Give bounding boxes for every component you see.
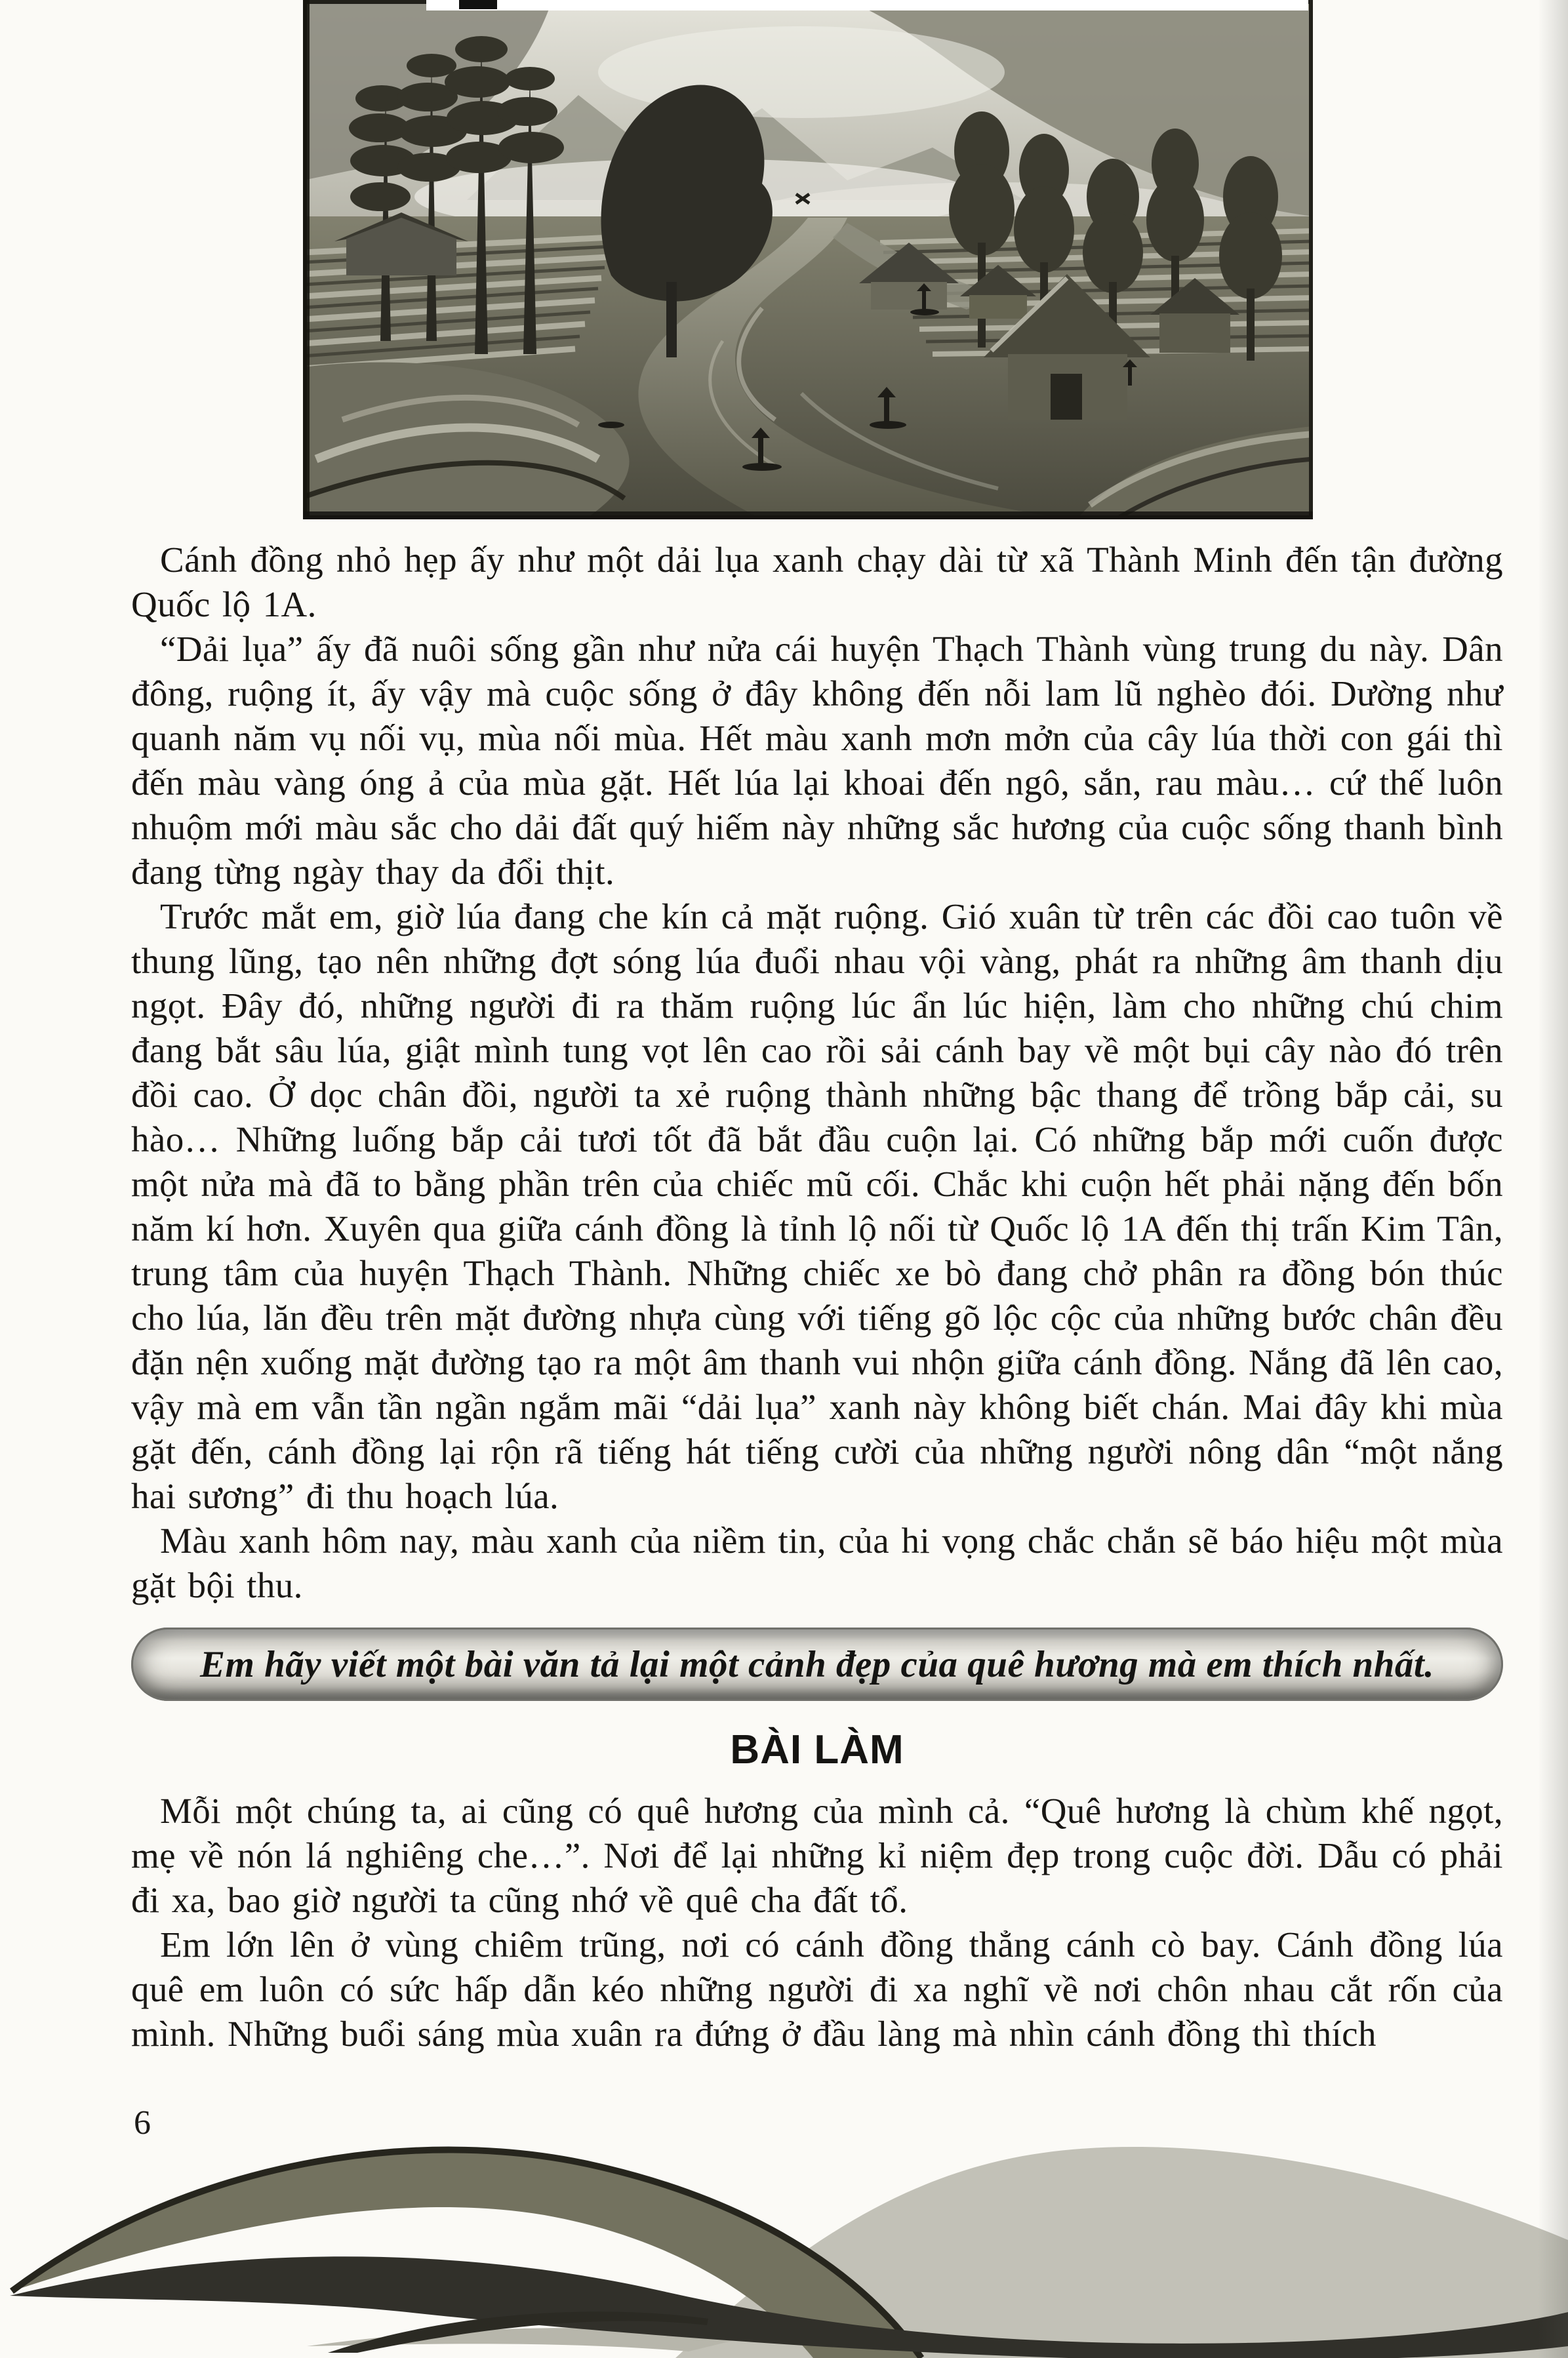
- essay-paragraph: “Dải lụa” ấy đã nuôi sống gần như nửa cái huyện Thạch Thành vùng trung du này. Dân đông, ruộng ít, ấy vậy mà cuộc sống ở đây không đến nỗi lam lũ nghèo đói. Dường như quanh năm vụ nối vụ, mùa nối mùa. Hết màu xanh mơn mởn của cây lúa thời con gái thì đến màu vàng óng ả của mùa gặt. Hết lúa lại khoai đến ngô, sắn, rau màu… cứ thế luôn nhuộm mới màu sắc cho dải đất quý hiếm này những sắc hương của cuộc sống thanh bình đang từng ngày thay da đổi thịt.: [131, 629, 1503, 892]
- section-heading-bai-lam: BÀI LÀM: [730, 1727, 904, 1772]
- essay-prompt-text: Em hãy viết một bài văn tả lại một cảnh đẹp của quê hương mà em thích nhất.: [199, 1643, 1435, 1685]
- rice-field-photo: [303, 0, 1313, 519]
- rice-field-photo-svg: [303, 0, 1313, 519]
- essay-two-block: [131, 1789, 1503, 2056]
- essay-paragraph: Cánh đồng nhỏ hẹp ấy như một dải lụa xanh chạy dài từ xã Thành Minh đến tận đường Quốc lộ 1A.: [131, 540, 1503, 624]
- footer-swoosh-decoration: [0, 2050, 1568, 2358]
- page-number: 6: [134, 2104, 151, 2142]
- scan-edge-shadow: [1538, 0, 1568, 2358]
- essay-paragraph: Trước mắt em, giờ lúa đang che kín cả mặt ruộng. Gió xuân từ trên các đồi cao tuôn về thung lũng, tạo nên những đợt sóng lúa đuổi nhau vội vàng, phát ra những âm thanh dịu ngọt. Đây đó, những người đi ra thăm ruộng lúc ẩn lúc hiện, làm cho những chú chim đang bắt sâu lúa, giật mình tung vọt lên cao rồi sải cánh bay về một bụi cây nào đó trên đồi cao. Ở dọc chân đồi, người ta xẻ ruộng thành những bậc thang để trồng bắp cải, su hào… Những luống bắp cải tươi tốt đã bắt đầu cuộn lại. Có những bắp mới cuốn được một nửa mà đã to bằng phần trên của chiếc mũ cối. Chắc khi cuộn hết phải nặng đến bốn năm kí hơn. Xuyên qua giữa cánh đồng là tỉnh lộ nối từ Quốc lộ 1A đến thị trấn Kim Tân, trung tâm của huyện Thạch Thành. Những chiếc xe bò đang chở phân ra đồng bón thúc cho lúa, lăn đều trên mặt đường nhựa cùng với tiếng gõ lộc cộc của những bước chân đều đặn nện xuống mặt đường tạo ra một âm thanh vui nhộn giữa cánh đồng. Nắng đã lên cao, vậy mà em vẫn tần ngần ngắm mãi “dải lụa” xanh này không biết chán. Mai đây khi mùa gặt đến, cánh đồng lại rộn rã tiếng hát tiếng cười của những người nông dân “một nắng hai sương” đi thu hoạch lúa.: [131, 896, 1503, 1516]
- essay-paragraph: Em lớn lên ở vùng chiêm trũng, nơi có cánh đồng thẳng cánh cò bay. Cánh đồng lúa quê em luôn có sức hấp dẫn kéo những người đi xa nghĩ về nơi chôn nhau cắt rốn của mình. Những buổi sáng mùa xuân ra đứng ở đầu làng mà nhìn cánh đồng thì thích: [131, 1925, 1503, 2054]
- footer-swoosh-svg: [0, 2050, 1568, 2358]
- scan-cutoff-strip: [426, 0, 1308, 10]
- essay-paragraph: Màu xanh hôm nay, màu xanh của niềm tin, của hi vọng chắc chắn sẽ báo hiệu một mùa gặt bội thu.: [131, 1521, 1503, 1605]
- essay-paragraph: Mỗi một chúng ta, ai cũng có quê hương của mình cả. “Quê hương là chùm khế ngọt, mẹ về nón lá nghiêng che…”. Nơi để lại những kỉ niệm đẹp trong cuộc đời. Dẫu có phải đi xa, bao giờ người ta cũng nhớ về quê cha đất tổ.: [131, 1791, 1503, 1920]
- page-text-block: [131, 538, 1503, 2056]
- essay-prompt-banner: [131, 1628, 1503, 1701]
